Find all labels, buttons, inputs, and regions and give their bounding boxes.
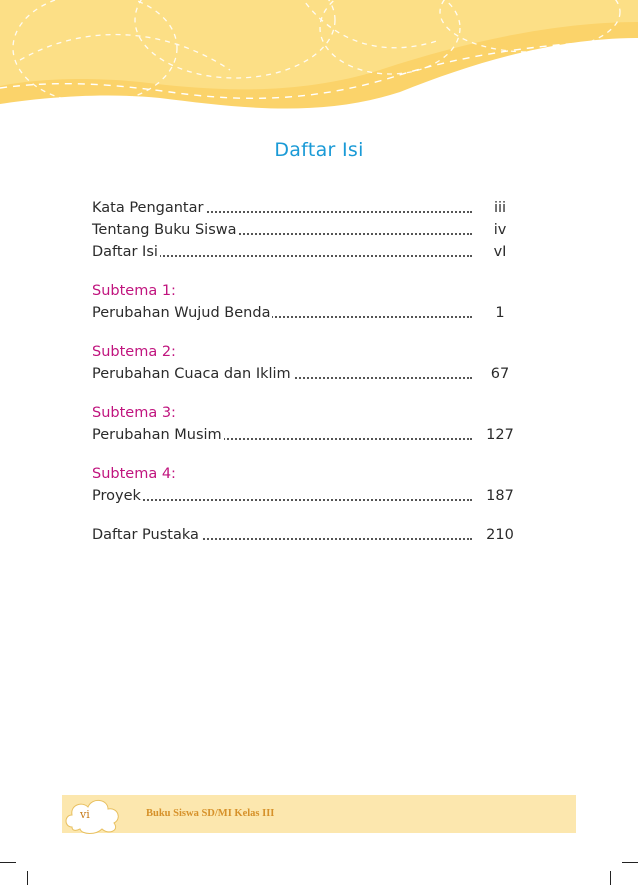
table-of-contents <box>92 200 520 549</box>
toc-entry-page: 187 <box>486 488 514 504</box>
section-heading: Subtema 1: <box>92 283 176 299</box>
toc-entry <box>92 527 520 549</box>
header-decoration <box>0 0 638 130</box>
toc-entry-label: Perubahan Musim <box>92 427 222 443</box>
page-title: Daftar Isi <box>274 139 364 161</box>
toc-entry-label: Perubahan Wujud Benda <box>92 305 271 321</box>
toc-entry-page: 210 <box>486 527 514 543</box>
toc-entry <box>92 305 520 327</box>
toc-entry <box>92 488 520 510</box>
toc-entry <box>92 366 520 388</box>
toc-entry-page: 67 <box>490 366 510 382</box>
toc-entry-label: Proyek <box>92 488 141 504</box>
toc-entry <box>92 244 520 266</box>
toc-entry <box>92 427 520 449</box>
crop-mark-bottom-right-h <box>622 862 638 863</box>
toc-entry-label: Perubahan Cuaca dan Iklim <box>92 366 291 382</box>
cloud-icon <box>62 793 124 837</box>
crop-mark-bottom-left-v <box>27 871 28 885</box>
toc-entry-page: 127 <box>486 427 514 443</box>
toc-entry-page: 1 <box>495 305 505 321</box>
toc-entry-page: iv <box>493 222 507 238</box>
toc-entry-label: Tentang Buku Siswa <box>92 222 237 238</box>
toc-entry <box>92 222 520 244</box>
crop-mark-bottom-right-v <box>610 871 611 885</box>
leader-dots <box>92 499 472 501</box>
crop-mark-bottom-left-h <box>0 862 16 863</box>
toc-entry-label: Daftar Pustaka <box>92 527 199 543</box>
toc-entry-label: Daftar Isi <box>92 244 158 260</box>
toc-entry-label: Kata Pengantar <box>92 200 204 216</box>
footer-book-title: Buku Siswa SD/MI Kelas III <box>146 808 275 819</box>
toc-entry-page: iii <box>493 200 507 216</box>
footer-page-number: vi <box>80 808 90 821</box>
toc-entry-page: vI <box>493 244 507 260</box>
footer-band <box>62 795 576 833</box>
section-heading: Subtema 2: <box>92 344 176 360</box>
toc-entry <box>92 200 520 222</box>
section-heading: Subtema 3: <box>92 405 176 421</box>
section-heading: Subtema 4: <box>92 466 176 482</box>
